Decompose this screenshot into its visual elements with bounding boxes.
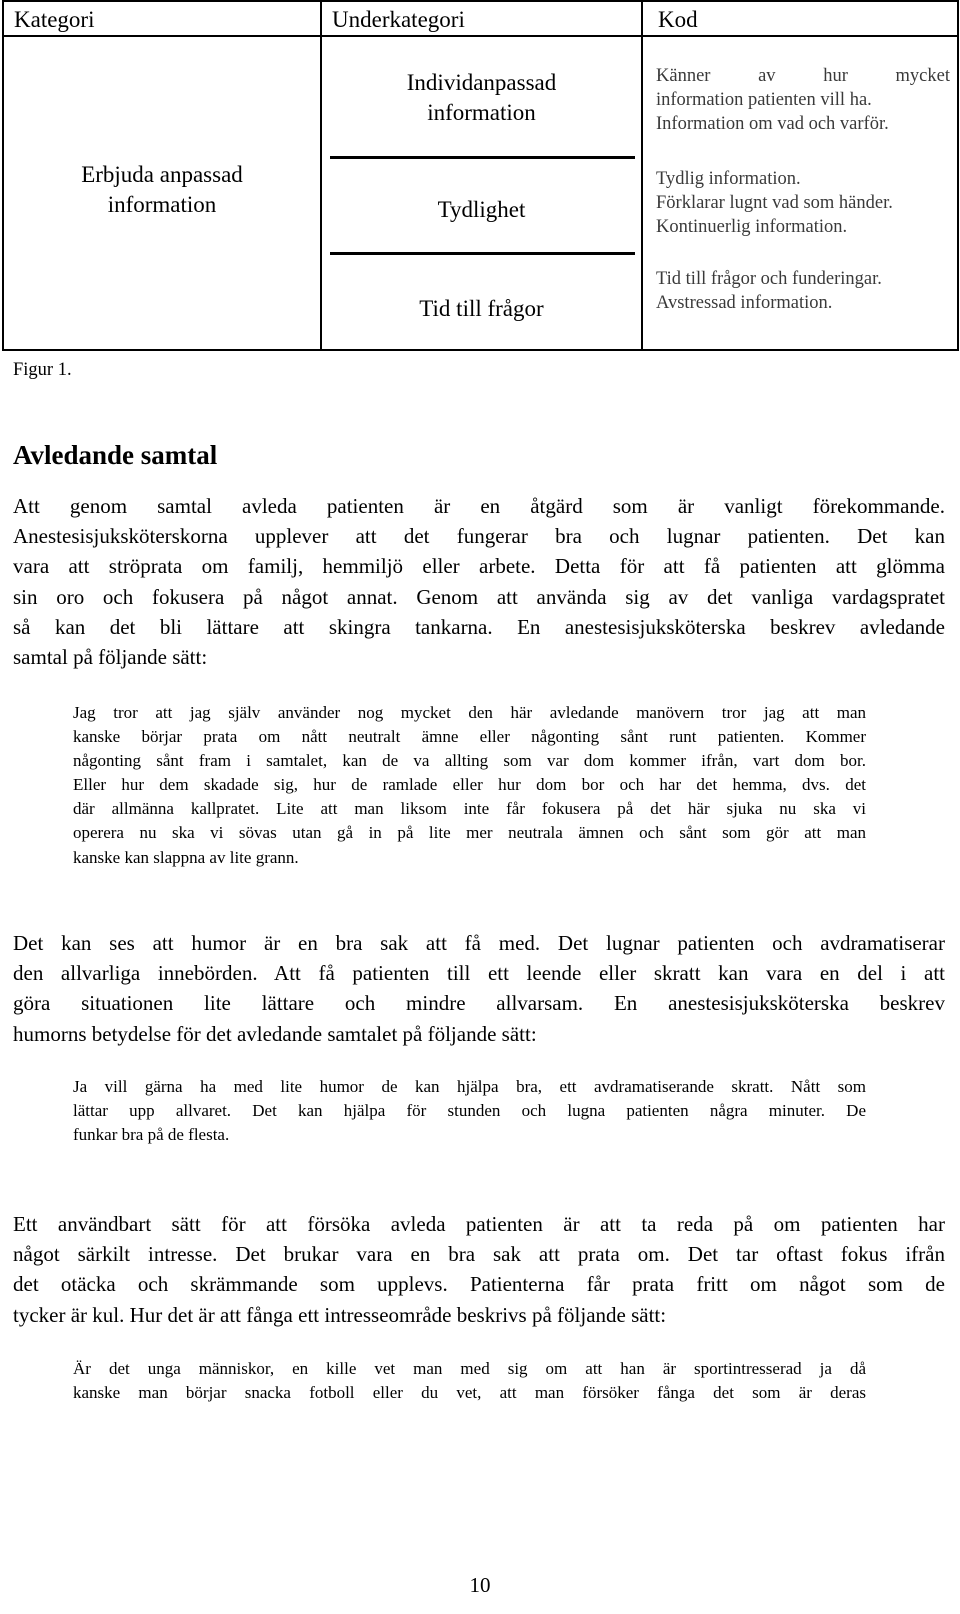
quote-line: någonting sånt fram i samtalet, kan de va allting som var dom kommer ifrån, vart dom bor. bbox=[73, 751, 866, 771]
page-number: 10 bbox=[469, 1573, 491, 1597]
figure-caption: Figur 1. bbox=[13, 360, 72, 380]
text-line: humorns betydelse för det avledande samtalet på följande sätt: bbox=[13, 1021, 537, 1046]
text-line: göra situationen lite lättare och mindre allvarsam. En anestesisjuksköterska beskrev bbox=[13, 991, 945, 1016]
quote-line: Är det unga människor, en kille vet man med sig om att han är sportintresserad ja då bbox=[73, 1359, 866, 1378]
text-line: något särkilt intresse. Det brukar vara en bra sak att prata om. Det tar oftast fokus ifrån bbox=[13, 1242, 945, 1267]
code-cell bbox=[656, 267, 950, 315]
text-line: så kan det bli lättare att skingra tankarna. En anestesisjuksköterska beskrev avledande bbox=[13, 614, 945, 639]
subcategory-cell bbox=[322, 294, 641, 324]
text-line: Ett användbart sätt för att försöka avleda patienten är att ta reda på om patienten har bbox=[13, 1212, 945, 1236]
text-line: sin oro och fokusera på något annat. Genom att använda sig av det vanliga vardagspratet bbox=[13, 584, 945, 609]
quote-line: Jag tror att jag själv använder nog mycket den här avledande manövern tror jag att man bbox=[73, 703, 866, 722]
block-quote bbox=[73, 1075, 866, 1147]
code-line: information patienten vill ha. bbox=[656, 90, 872, 110]
body-paragraph bbox=[13, 491, 945, 672]
quote-line: kanske kan slappna av lite grann. bbox=[73, 847, 299, 867]
quote-line: kanske man börjar snacka fotboll eller du vet, att man försöker fånga det som är deras bbox=[73, 1383, 866, 1403]
text-line: det otäcka och skrämmande som upplevs. Patienterna får prata fritt om något som de bbox=[13, 1272, 945, 1297]
category-table bbox=[2, 0, 959, 351]
text-line: Det kan ses att humor är en bra sak att få med. Det lugnar patienten och avdramatiserar bbox=[13, 931, 945, 955]
code-line: Förklarar lugnt vad som händer. bbox=[656, 193, 893, 213]
code-line: Kontinuerlig information. bbox=[656, 217, 848, 237]
quote-line: operera nu ska vi sövas utan gå in på lite mer neutrala ämnen och sånt som gör att man bbox=[73, 823, 866, 843]
category-line: Erbjuda anpassad bbox=[81, 162, 243, 187]
table-header-divider bbox=[4, 35, 957, 37]
text-line: Anestesisjuksköterskorna upplever att det fungerar bra och lugnar patienten. Det kan bbox=[13, 524, 945, 549]
subcategory-cell bbox=[322, 68, 641, 128]
code-line: Känner av hur mycket bbox=[656, 66, 950, 86]
block-quote bbox=[73, 1357, 866, 1405]
code-line: Avstressad information. bbox=[656, 293, 833, 313]
subcategory-line: Tid till frågor bbox=[419, 296, 544, 321]
table-column-divider bbox=[641, 2, 643, 349]
subcategory-line: Tydlighet bbox=[437, 197, 526, 222]
text-line: den allvarliga innebörden. Att få patienten till ett leende eller skratt kan vara en del i att bbox=[13, 961, 945, 986]
code-cell bbox=[656, 64, 950, 136]
subcategory-line: Individanpassad bbox=[406, 70, 557, 95]
header-kod: Kod bbox=[658, 7, 698, 32]
header-kategori: Kategori bbox=[14, 7, 95, 32]
quote-line: kanske börjar prata om nått neutralt ämne eller någonting sånt runt patienten. Kommer bbox=[73, 727, 866, 747]
quote-line: funkar bra på de flesta. bbox=[73, 1125, 230, 1145]
body-paragraph bbox=[13, 1209, 945, 1330]
code-cell bbox=[656, 167, 950, 239]
quote-line: lättar upp allvaret. Det kan hjälpa för stunden och lugna patienten några minuter. De bbox=[73, 1101, 866, 1121]
text-line: vara att ströprata om familj, hemmiljö eller arbete. Detta för att få patienten att glömma bbox=[13, 554, 945, 579]
code-line: Tydlig information. bbox=[656, 169, 801, 189]
quote-line: Ja vill gärna ha med lite humor de kan hjälpa bra, ett avdramatiserande skratt. Nått som bbox=[73, 1077, 866, 1096]
body-paragraph bbox=[13, 928, 945, 1049]
code-line: Information om vad och varför. bbox=[656, 114, 889, 134]
text-line: tycker är kul. Hur det är att fånga ett intresseområde beskrivs på följande sätt: bbox=[13, 1302, 667, 1327]
section-heading: Avledande samtal bbox=[13, 440, 218, 470]
code-line: Tid till frågor och funderingar. bbox=[656, 269, 882, 289]
quote-line: Eller hur dem skadade sig, hur de ramlade eller hur dom bor och har det hemma, dvs. det bbox=[73, 775, 866, 795]
subcategory-line: information bbox=[427, 100, 536, 125]
quote-line: där allmänna kallpratet. Lite att man liksom inte får fokusera på det här sjuka nu ska vi bbox=[73, 799, 866, 819]
subcategory-separator bbox=[330, 252, 635, 255]
subcategory-separator bbox=[330, 156, 635, 159]
header-underkategori: Underkategori bbox=[332, 7, 465, 32]
block-quote bbox=[73, 701, 866, 870]
text-line: samtal på följande sätt: bbox=[13, 645, 208, 670]
subcategory-cell bbox=[322, 195, 641, 225]
text-line: Att genom samtal avleda patienten är en åtgärd som är vanligt förekommande. bbox=[13, 494, 945, 518]
category-line: information bbox=[107, 192, 217, 217]
category-cell bbox=[4, 160, 320, 220]
